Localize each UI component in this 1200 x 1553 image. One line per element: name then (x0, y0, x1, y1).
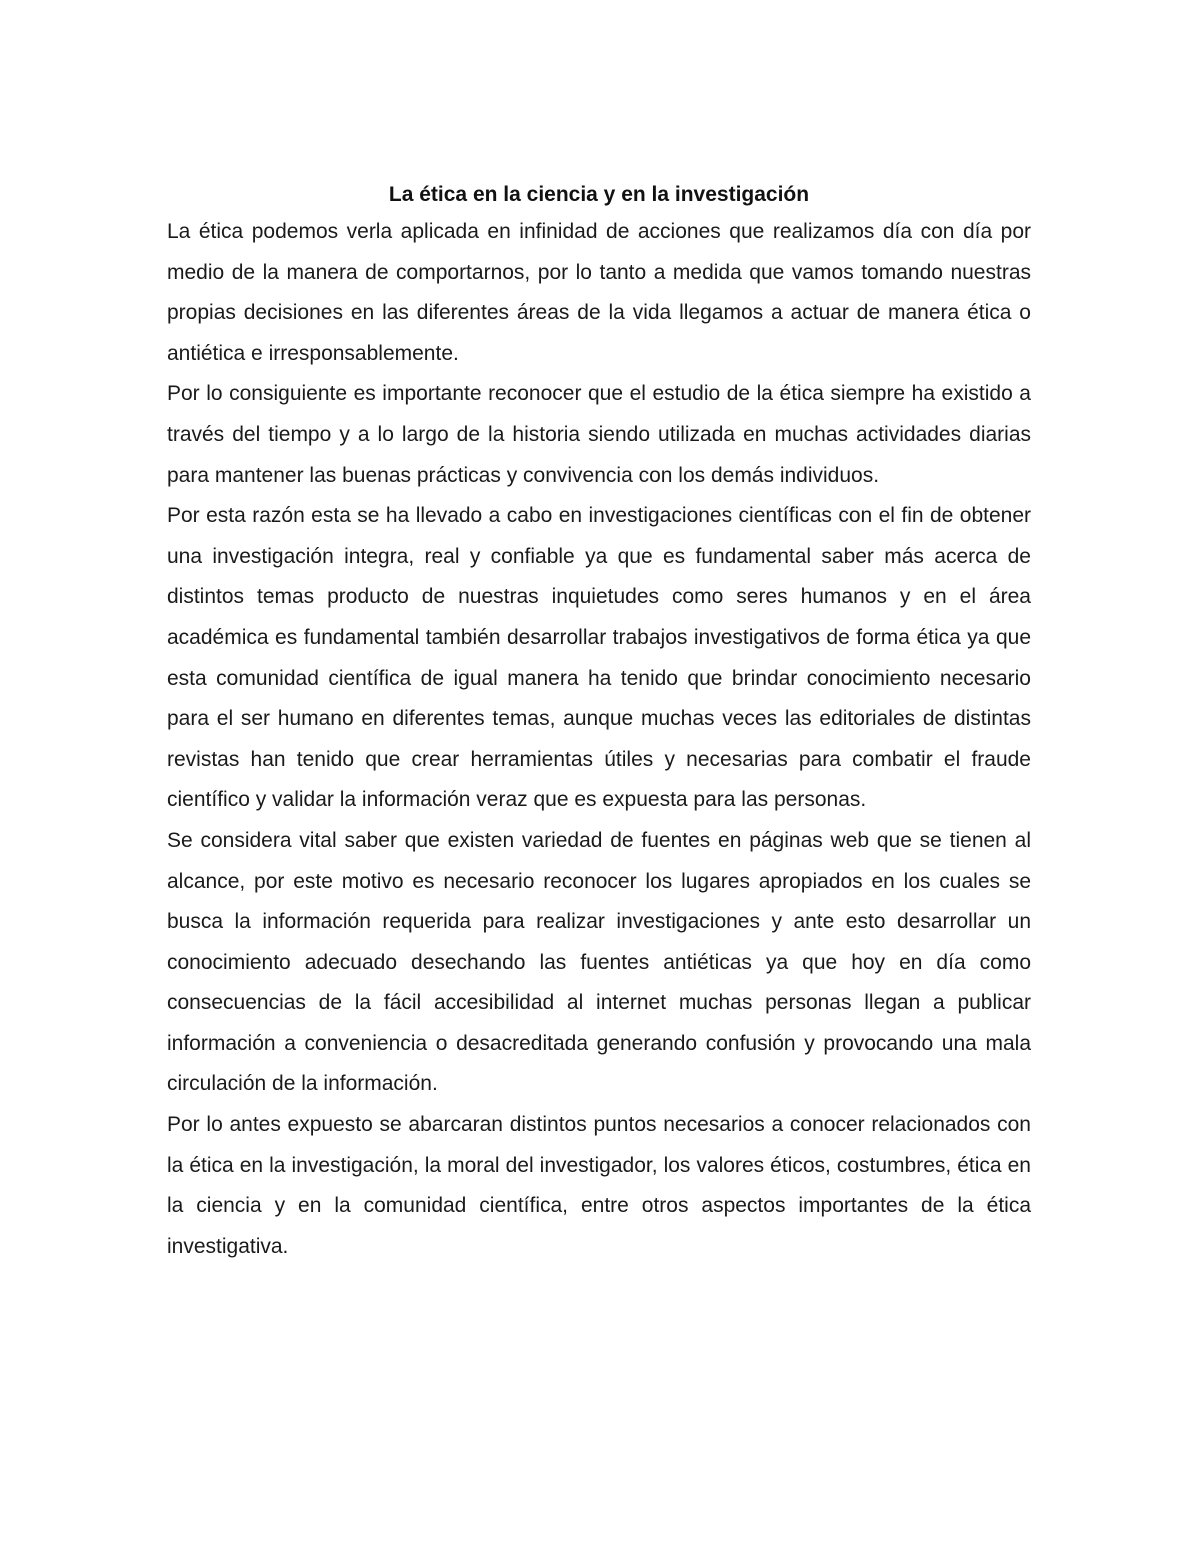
paragraph-4: Se considera vital saber que existen variedad de fuentes en páginas web que se tienen al alcance, por este motivo es necesario reconocer los lugares apropiados en los cuales se busca la información requerida para realizar investigaciones y ante esto desarrollar un conocimiento adecuado desechando las fuentes antiéticas ya que hoy en día como consecuencias de la fácil accesibilidad al internet muchas personas llegan a publicar información a conveniencia o desacreditada generando confusión y provocando una mala circulación de la información. (167, 828, 1037, 1096)
document-title: La ética en la ciencia y en la investigación (388, 183, 810, 206)
paragraph-5: Por lo antes expuesto se abarcaran distintos puntos necesarios a conocer relacionados con la ética en la investigación, la moral del investigador, los valores éticos, costumbres, ética en la ciencia y en la comunidad científica, entre otros aspectos importantes de la ética investigativa. (167, 1113, 1037, 1258)
paragraph-1: La ética podemos verla aplicada en infinidad de acciones que realizamos día con día por medio de la manera de comportarnos, por lo tanto a medida que vamos tomando nuestras propias decisiones en las diferentes áreas de la vida llegamos a actuar de manera ética o antiética e irresponsablemente. (167, 220, 1037, 365)
paragraph-2: Por lo consiguiente es importante reconocer que el estudio de la ética siempre ha existido a través del tiempo y a lo largo de la historia siendo utilizada en muchas actividades diarias para mantener las buenas prácticas y convivencia con los demás individuos. (167, 382, 1037, 487)
paragraph-3: Por esta razón esta se ha llevado a cabo en investigaciones científicas con el fin de obtener una investigación integra, real y confiable ya que es fundamental saber más acerca de distintos temas producto de nuestras inquietudes como seres humanos y en el área académica es fundamental también desarrollar trabajos investigativos de forma ética ya que esta comunidad científica de igual manera ha tenido que brindar conocimiento necesario para el ser humano en diferentes temas, aunque muchas veces las editoriales de distintas revistas han tenido que crear herramientas útiles y necesarias para combatir el fraude científico y validar la información veraz que es expuesta para las personas. (167, 504, 1043, 812)
document-body (167, 178, 1043, 1267)
